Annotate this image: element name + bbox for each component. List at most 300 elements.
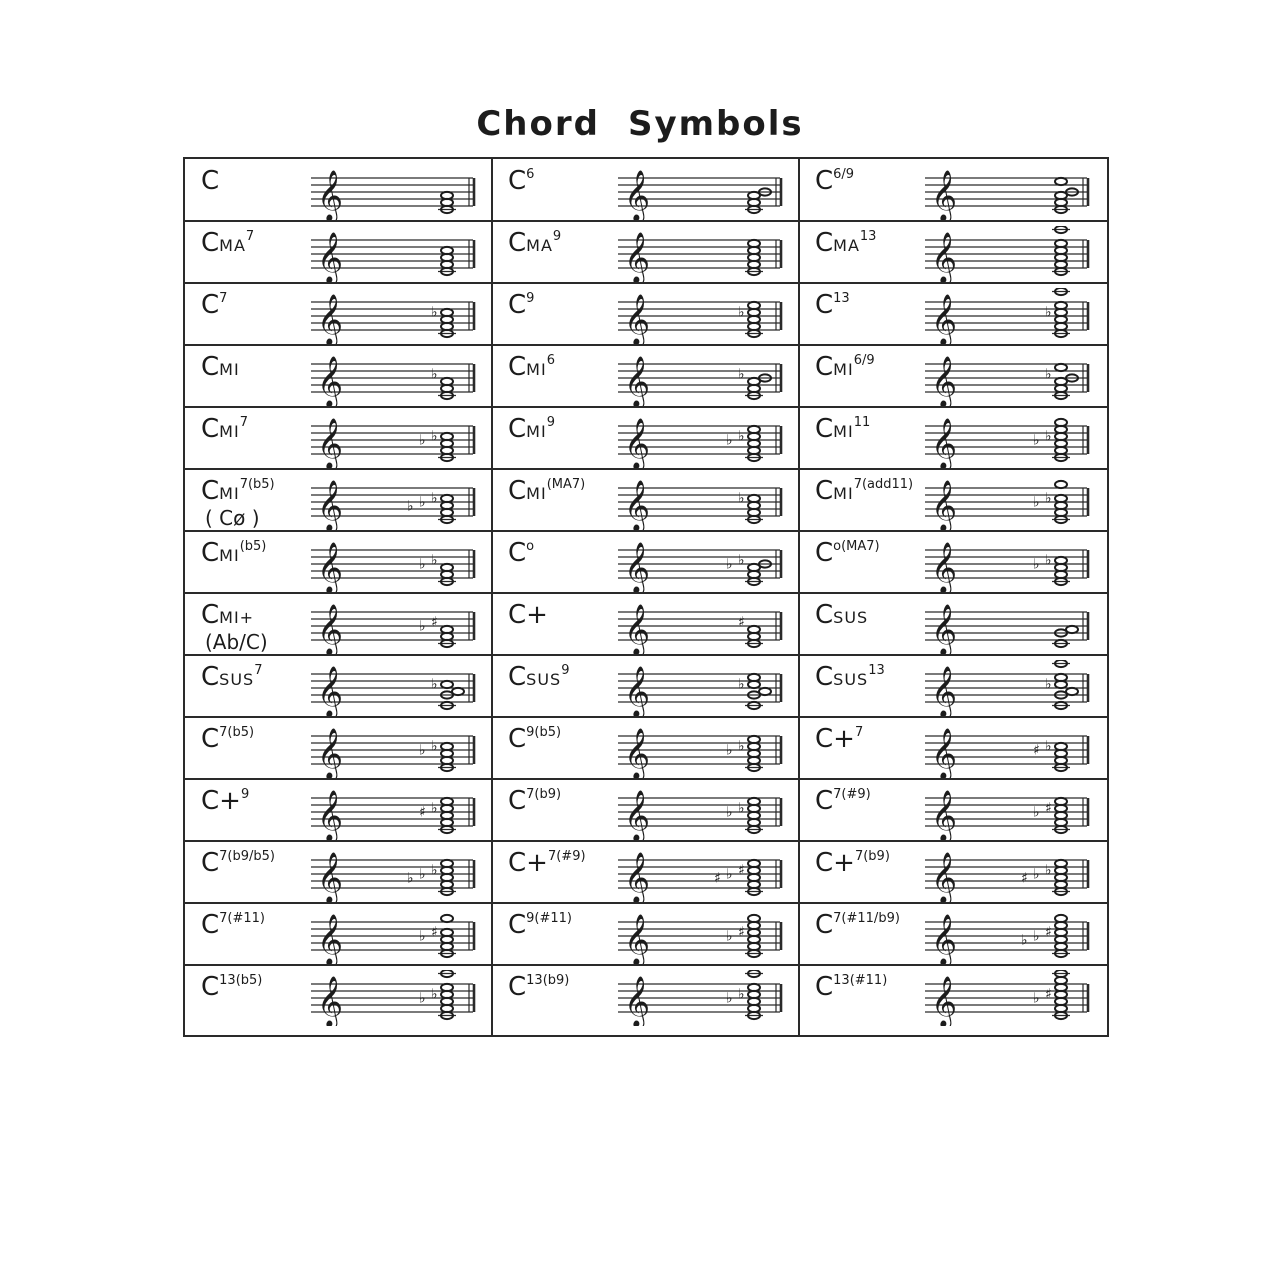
chord-symbol: [201, 168, 311, 194]
chord-quality: MA: [526, 236, 553, 255]
row-divider: [185, 530, 1107, 532]
treble-clef-icon: 𝄞: [931, 852, 958, 902]
flat-icon: ♭: [1045, 862, 1052, 879]
flat-icon: ♭: [738, 490, 745, 507]
chord-symbol: [508, 416, 618, 442]
flat-icon: ♭: [419, 618, 426, 635]
treble-clef-icon: 𝄞: [931, 480, 958, 530]
chord-root: C+: [815, 724, 855, 754]
sharp-icon: ♯: [1033, 742, 1040, 759]
chord-root: C: [508, 910, 527, 940]
staff-notation: [618, 970, 788, 1026]
chord-extension: 7: [239, 415, 248, 431]
staff-notation: [618, 846, 788, 902]
chord-extension: 6/9: [853, 353, 875, 369]
flat-icon: ♭: [1033, 432, 1040, 449]
flat-icon: ♭: [726, 928, 733, 945]
chord-symbol: [508, 168, 618, 194]
chord-symbol: [508, 478, 618, 504]
chord-cell: [799, 904, 1106, 966]
chord-symbol: [815, 416, 925, 442]
chord-row: [185, 780, 1107, 842]
chord-cell: [492, 904, 799, 966]
flat-icon: ♭: [1033, 494, 1040, 511]
sharp-icon: ♯: [738, 924, 745, 941]
page-title: [0, 104, 1280, 144]
chord-root: C: [508, 166, 527, 196]
notehead: [1055, 364, 1067, 371]
staff-notation: [925, 474, 1095, 530]
chord-extension: 7(b9/b5): [219, 849, 275, 865]
chord-row: [185, 470, 1107, 532]
chord-quality: MI: [219, 422, 240, 441]
staff-notation: [311, 784, 481, 840]
treble-clef-icon: 𝄞: [624, 604, 651, 654]
chord-row: [185, 842, 1107, 904]
staff-notation: [925, 846, 1095, 902]
row-divider: [185, 468, 1107, 470]
chord-root: C: [815, 910, 834, 940]
chord-extension: 13(b9): [526, 973, 570, 989]
flat-icon: ♭: [431, 304, 438, 321]
chord-root: C: [508, 352, 527, 382]
chord-quality: SUS: [833, 608, 869, 627]
flat-icon: ♭: [738, 366, 745, 383]
chord-symbol: [815, 478, 925, 504]
chord-cell: [185, 408, 492, 470]
chord-quality: MI: [833, 422, 854, 441]
chord-symbol: [815, 602, 925, 628]
chord-root: C: [201, 538, 220, 568]
chord-cell: [185, 718, 492, 780]
staff-notation: [925, 226, 1095, 282]
chord-cell: [799, 656, 1106, 718]
staff-notation: [925, 164, 1095, 220]
staff-notation: [925, 412, 1095, 468]
flat-icon: ♭: [1045, 304, 1052, 321]
chord-symbol: [815, 664, 925, 690]
staff-notation: [618, 536, 788, 592]
treble-clef-icon: 𝄞: [624, 542, 651, 592]
chord-root: C: [201, 600, 220, 630]
staff-notation: [618, 722, 788, 778]
chord-cell: [492, 842, 799, 904]
chord-symbol: [815, 850, 925, 876]
staff-notation: [925, 970, 1095, 1026]
flat-icon: ♭: [738, 428, 745, 445]
chord-extension: 7(add11): [853, 477, 914, 493]
chord-cell: [185, 470, 492, 532]
treble-clef-icon: 𝄞: [931, 170, 958, 220]
chord-extension: 7(#9): [833, 787, 871, 803]
sharp-icon: ♯: [1045, 986, 1052, 1003]
sharp-icon: ♯: [419, 804, 426, 821]
chord-extension: 13(b5): [219, 973, 263, 989]
chord-extension: 9(b5): [526, 725, 562, 741]
flat-icon: ♭: [1021, 932, 1028, 949]
notehead: [441, 915, 453, 922]
chord-cell: [492, 718, 799, 780]
treble-clef-icon: 𝄞: [624, 232, 651, 282]
chord-root: C: [508, 538, 527, 568]
treble-clef-icon: 𝄞: [624, 480, 651, 530]
notehead: [452, 688, 464, 695]
chord-root: C: [815, 290, 834, 320]
treble-clef-icon: 𝄞: [317, 232, 344, 282]
notehead: [759, 688, 771, 695]
chord-quality: MI: [219, 360, 240, 379]
chord-symbol: [201, 478, 311, 528]
chord-cell: [492, 408, 799, 470]
chord-root: C: [508, 972, 527, 1002]
chord-root: C: [201, 910, 220, 940]
chord-root: C: [815, 476, 834, 506]
chord-row: [185, 904, 1107, 966]
flat-icon: ♭: [1033, 928, 1040, 945]
chord-cell: [185, 904, 492, 966]
chord-root: C: [508, 228, 527, 258]
treble-clef-icon: 𝄞: [931, 666, 958, 716]
flat-icon: ♭: [738, 552, 745, 569]
notehead: [1066, 688, 1078, 695]
treble-clef-icon: 𝄞: [931, 294, 958, 344]
chord-row: [185, 408, 1107, 470]
chord-symbol: [815, 726, 925, 752]
chord-symbol: [201, 602, 311, 652]
chord-cell: [492, 656, 799, 718]
sharp-icon: ♯: [431, 924, 438, 941]
flat-icon: ♭: [419, 494, 426, 511]
chord-cell: [492, 470, 799, 532]
row-divider: [185, 220, 1107, 222]
chord-extension: (MA7): [546, 477, 586, 493]
chord-extension: 9(#11): [526, 911, 573, 927]
chord-symbol: [201, 416, 311, 442]
chord-symbol: [815, 974, 925, 1000]
flat-icon: ♭: [726, 742, 733, 759]
flat-icon: ♭: [419, 990, 426, 1007]
chord-cell: [799, 966, 1106, 1028]
flat-icon: ♭: [419, 928, 426, 945]
treble-clef-icon: 𝄞: [931, 232, 958, 282]
treble-clef-icon: 𝄞: [624, 852, 651, 902]
chord-extension: 11: [853, 415, 871, 431]
staff-notation: [311, 164, 481, 220]
chord-root: C: [201, 848, 220, 878]
chord-root: C: [201, 352, 220, 382]
chord-root: C: [508, 786, 527, 816]
chord-symbol: [201, 726, 311, 752]
flat-icon: ♭: [431, 862, 438, 879]
row-divider: [185, 344, 1107, 346]
treble-clef-icon: 𝄞: [931, 790, 958, 840]
staff-notation: [618, 412, 788, 468]
chord-cell: [492, 284, 799, 346]
treble-clef-icon: 𝄞: [317, 790, 344, 840]
flat-icon: ♭: [431, 800, 438, 817]
chord-quality: MI: [526, 360, 547, 379]
chord-root: C: [201, 476, 220, 506]
chord-cell: [185, 160, 492, 222]
treble-clef-icon: 𝄞: [624, 914, 651, 964]
chord-symbol: [201, 230, 311, 256]
flat-icon: ♭: [1045, 676, 1052, 693]
chord-root: C: [201, 290, 220, 320]
flat-icon: ♭: [1033, 990, 1040, 1007]
row-divider: [185, 592, 1107, 594]
chord-chart-table: [183, 157, 1109, 1037]
treble-clef-icon: 𝄞: [931, 604, 958, 654]
staff-notation: [618, 288, 788, 344]
staff-notation: [618, 784, 788, 840]
chord-symbol: [815, 788, 925, 814]
chord-symbol: [815, 168, 925, 194]
title-word-1: Chord: [476, 104, 600, 144]
treble-clef-icon: 𝄞: [624, 418, 651, 468]
staff-notation: [925, 908, 1095, 964]
chord-cell: [799, 346, 1106, 408]
treble-clef-icon: 𝄞: [931, 418, 958, 468]
chord-root: C: [201, 414, 220, 444]
chord-quality: MI: [526, 484, 547, 503]
chord-quality: MI: [833, 484, 854, 503]
chord-root: C: [508, 662, 527, 692]
notehead: [1066, 626, 1078, 633]
chord-root: C+: [508, 600, 548, 630]
staff-notation: [311, 536, 481, 592]
chord-symbol: [508, 602, 618, 628]
flat-icon: ♭: [431, 738, 438, 755]
flat-icon: ♭: [738, 304, 745, 321]
chord-root: C: [815, 538, 834, 568]
flat-icon: ♭: [726, 556, 733, 573]
row-divider: [185, 654, 1107, 656]
chord-row: [185, 346, 1107, 408]
treble-clef-icon: 𝄞: [931, 542, 958, 592]
chord-alternate-symbol: ( Cø ): [205, 506, 260, 530]
staff-notation: [618, 350, 788, 406]
staff-notation: [925, 784, 1095, 840]
chord-quality: SUS: [219, 670, 255, 689]
staff-notation: [925, 660, 1095, 716]
chord-cell: [492, 346, 799, 408]
chord-root: C: [201, 724, 220, 754]
chord-extension: o: [526, 539, 535, 555]
chord-row: [185, 718, 1107, 780]
chord-root: C: [815, 414, 834, 444]
staff-notation: [925, 722, 1095, 778]
flat-icon: ♭: [726, 990, 733, 1007]
staff-notation: [618, 164, 788, 220]
staff-notation: [311, 226, 481, 282]
chord-extension: 9: [240, 787, 250, 803]
staff-notation: [311, 474, 481, 530]
chord-root: C+: [508, 848, 548, 878]
chord-root: C: [201, 662, 220, 692]
treble-clef-icon: 𝄞: [317, 914, 344, 964]
chord-cell: [492, 780, 799, 842]
chord-symbol: [508, 974, 618, 1000]
chord-row: [185, 222, 1107, 284]
chord-cell: [185, 284, 492, 346]
chord-symbol: [508, 354, 618, 380]
chord-row: [185, 966, 1107, 1028]
staff-notation: [925, 350, 1095, 406]
staff-notation: [925, 288, 1095, 344]
chord-cell: [799, 594, 1106, 656]
chord-symbol: [508, 788, 618, 814]
flat-icon: ♭: [419, 556, 426, 573]
treble-clef-icon: 𝄞: [317, 666, 344, 716]
chord-root: C: [815, 786, 834, 816]
chord-cell: [185, 594, 492, 656]
chord-quality: MI: [833, 360, 854, 379]
chord-cell: [799, 160, 1106, 222]
sharp-icon: ♯: [1045, 800, 1052, 817]
chord-extension: 6: [526, 167, 535, 183]
treble-clef-icon: 𝄞: [624, 356, 651, 406]
treble-clef-icon: 𝄞: [317, 852, 344, 902]
staff-notation: [311, 722, 481, 778]
chord-quality: MI: [526, 422, 547, 441]
chord-cell: [185, 532, 492, 594]
chord-root: C: [815, 662, 834, 692]
staff-notation: [618, 908, 788, 964]
flat-icon: ♭: [1033, 804, 1040, 821]
chord-symbol: [508, 850, 618, 876]
notehead: [1055, 178, 1067, 185]
flat-icon: ♭: [726, 866, 733, 883]
treble-clef-icon: 𝄞: [931, 356, 958, 406]
flat-icon: ♭: [1045, 428, 1052, 445]
chord-symbol: [508, 912, 618, 938]
flat-icon: ♭: [407, 498, 414, 515]
sharp-icon: ♯: [738, 862, 745, 879]
treble-clef-icon: 𝄞: [624, 294, 651, 344]
flat-icon: ♭: [1045, 490, 1052, 507]
chord-extension: 13: [868, 663, 885, 679]
chord-root: C: [815, 600, 834, 630]
chord-symbol: [201, 664, 311, 690]
sharp-icon: ♯: [738, 614, 745, 631]
chord-cell: [799, 470, 1106, 532]
chord-cell: [185, 222, 492, 284]
chord-cell: [492, 594, 799, 656]
chord-row: [185, 160, 1107, 222]
chord-row: [185, 656, 1107, 718]
chord-extension: 9: [546, 415, 555, 431]
flat-icon: ♭: [431, 366, 438, 383]
chord-quality: MI: [219, 484, 240, 503]
chord-cell: [799, 718, 1106, 780]
chord-row: [185, 532, 1107, 594]
chord-extension: 13(#11): [833, 973, 888, 989]
flat-icon: ♭: [738, 986, 745, 1003]
staff-notation: [618, 226, 788, 282]
chord-extension: o(MA7): [833, 539, 880, 555]
flat-icon: ♭: [738, 676, 745, 693]
chord-cell: [799, 408, 1106, 470]
staff-notation: [311, 970, 481, 1026]
chord-symbol: [508, 540, 618, 566]
sharp-icon: ♯: [1021, 870, 1028, 887]
chord-cell: [799, 842, 1106, 904]
chord-symbol: [201, 912, 311, 938]
staff-notation: [618, 598, 788, 654]
treble-clef-icon: 𝄞: [317, 604, 344, 654]
row-divider: [185, 716, 1107, 718]
row-divider: [185, 282, 1107, 284]
chord-extension: 7(#11/b9): [833, 911, 900, 927]
chord-symbol: [815, 292, 925, 318]
treble-clef-icon: 𝄞: [931, 728, 958, 778]
staff-notation: [925, 536, 1095, 592]
chord-symbol: [201, 788, 311, 814]
row-divider: [185, 778, 1107, 780]
chord-symbol: [815, 354, 925, 380]
treble-clef-icon: 𝄞: [931, 976, 958, 1026]
flat-icon: ♭: [431, 986, 438, 1003]
chord-quality: MA: [219, 236, 246, 255]
row-divider: [185, 964, 1107, 966]
flat-icon: ♭: [431, 490, 438, 507]
chord-root: C+: [201, 786, 241, 816]
row-divider: [185, 902, 1107, 904]
chord-root: C+: [815, 848, 855, 878]
row-divider: [185, 840, 1107, 842]
chord-row: [185, 284, 1107, 346]
chord-cell: [492, 160, 799, 222]
chord-extension: 7: [245, 229, 255, 245]
chord-row: [185, 594, 1107, 656]
chord-extension: 7(b9): [526, 787, 562, 803]
chord-cell: [799, 780, 1106, 842]
staff-notation: [311, 598, 481, 654]
treble-clef-icon: 𝄞: [317, 418, 344, 468]
flat-icon: ♭: [738, 800, 745, 817]
treble-clef-icon: 𝄞: [317, 294, 344, 344]
chord-root: C: [815, 352, 834, 382]
chord-extension: 13: [833, 291, 850, 307]
chord-symbol: [815, 912, 925, 938]
treble-clef-icon: 𝄞: [624, 790, 651, 840]
flat-icon: ♭: [419, 742, 426, 759]
flat-icon: ♭: [1045, 366, 1052, 383]
flat-icon: ♭: [1045, 552, 1052, 569]
notehead: [1055, 481, 1067, 488]
chord-cell: [185, 656, 492, 718]
staff-notation: [311, 350, 481, 406]
flat-icon: ♭: [419, 866, 426, 883]
chord-cell: [185, 346, 492, 408]
chord-extension: 9: [561, 663, 570, 679]
chord-extension: 7(b5): [219, 725, 255, 741]
chord-root: C: [815, 972, 834, 1002]
chord-extension: 7: [854, 725, 864, 741]
title-word-2: Symbols: [627, 104, 804, 144]
flat-icon: ♭: [1045, 738, 1052, 755]
chord-root: C: [508, 290, 527, 320]
chord-extension: 7(#11): [219, 911, 266, 927]
treble-clef-icon: 𝄞: [317, 976, 344, 1026]
chord-extension: 6/9: [833, 167, 855, 183]
chord-extension: (b5): [239, 539, 267, 555]
flat-icon: ♭: [431, 676, 438, 693]
chord-root: C: [508, 476, 527, 506]
treble-clef-icon: 𝄞: [624, 170, 651, 220]
chord-quality: SUS: [833, 670, 869, 689]
chord-extension: 7: [219, 291, 228, 307]
